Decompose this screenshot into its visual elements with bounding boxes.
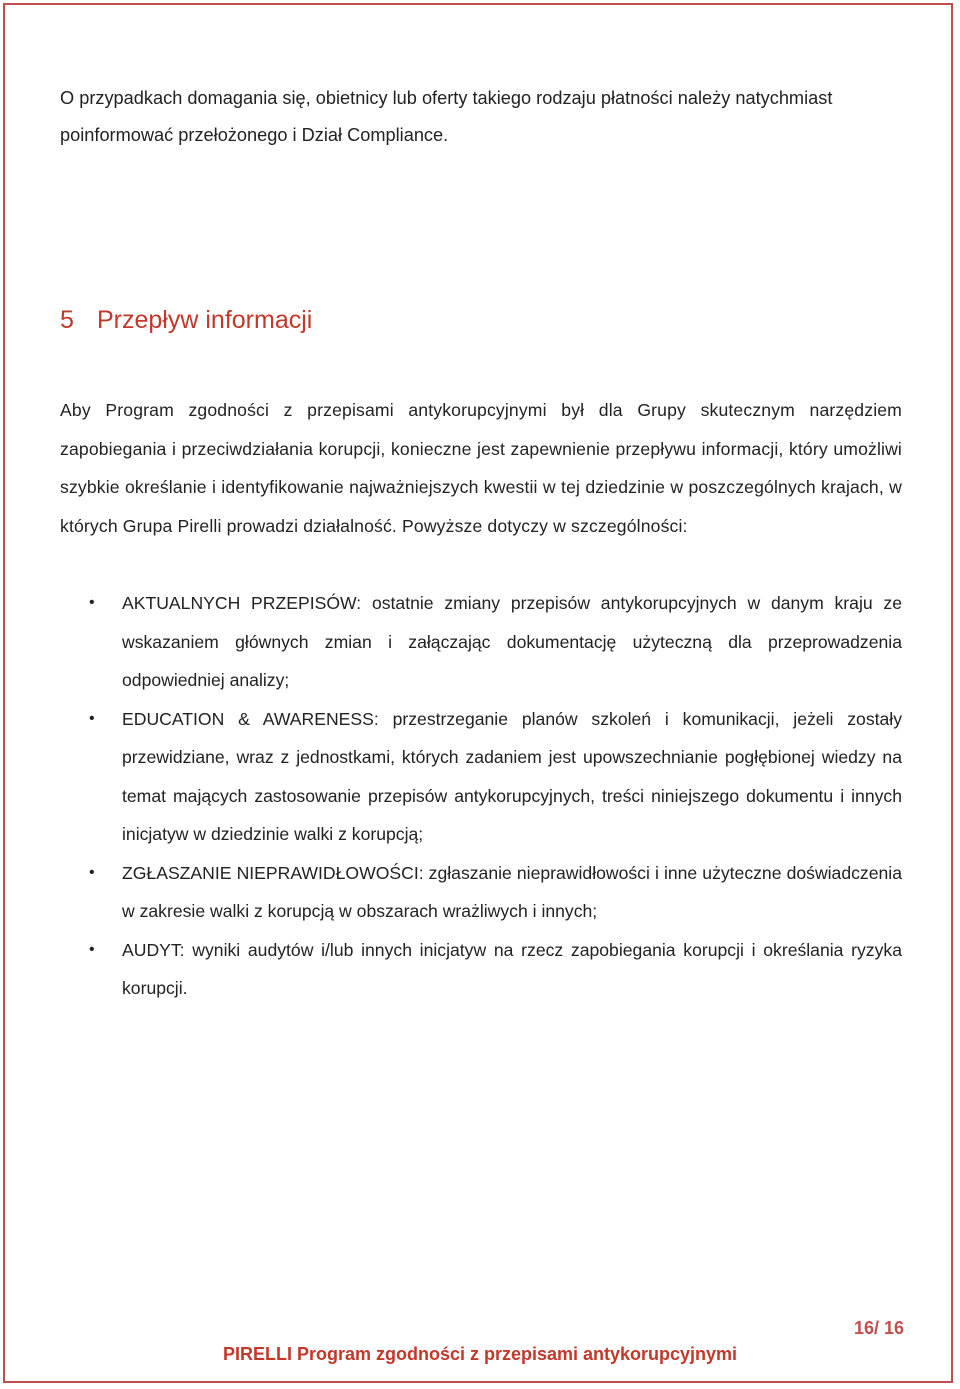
body-paragraph: Aby Program zgodności z przepisami antykorupcyjnymi był dla Grupy skutecznym narzędziem zapobiegania i przeciwdziałania korupcji, konieczne jest zapewnienie przepływu informacji, który umożliwi szybkie określanie i identyfikowanie najważniejszych kwestii w tej dziedzinie w poszczególnych krajach, w których Grupa Pirelli prowadzi działalność. Powyższe dotyczy w szczególności: (60, 400, 902, 536)
bullet-icon: • (89, 940, 95, 958)
footer-title: PIRELLI Program zgodności z przepisami antykorupcyjnymi (222, 1344, 738, 1364)
section-number: 5 (60, 306, 74, 334)
intro-paragraph: O przypadkach domagania się, obietnicy lub oferty takiego rodzaju płatności należy natychmiast poinformować przełożonego i Dział Compliance. (60, 88, 833, 145)
bullet-icon: • (89, 863, 95, 881)
list-item (60, 700, 902, 854)
page-number: 16/ 16 (853, 1318, 904, 1338)
section-heading (60, 300, 312, 340)
list-item-text: AUDYT: wyniki audytów i/lub innych inicjatyw na rzecz zapobiegania korupcji i określania ryzyka korupcji. (122, 939, 902, 998)
bullet-icon: • (89, 594, 95, 611)
list-item-text: AKTUALNYCH PRZEPISÓW: ostatnie zmiany przepisów antykorupcyjnych w danym kraju ze wskazaniem głównych zmian i załączając dokumentację użyteczną dla przeprowadzenia odpowiedniej analizy; (122, 593, 902, 690)
list-item-text: EDUCATION & AWARENESS: przestrzeganie planów szkoleń i komunikacji, jeżeli zostały przewidziane, wraz z jednostkami, których zadaniem jest upowszechnianie pogłębionej wiedzy na temat mających zastosowanie przepisów antykorupcyjnych, treści niniejszego dokumentu i innych inicjatyw w dziedzinie walki z korupcją; (122, 708, 902, 844)
list-item (60, 854, 902, 931)
section-title: Przepływ informacji (97, 306, 313, 334)
list-item-text: ZGŁASZANIE NIEPRAWIDŁOWOŚCI: zgłaszanie nieprawidłowości i inne użyteczne doświadczenia w zakresie walki z korupcją w obszarach wrażliwych i innych; (122, 862, 902, 921)
bullet-list (60, 584, 902, 1008)
list-item (60, 584, 902, 700)
list-item (60, 931, 902, 1008)
bullet-icon: • (89, 709, 95, 727)
